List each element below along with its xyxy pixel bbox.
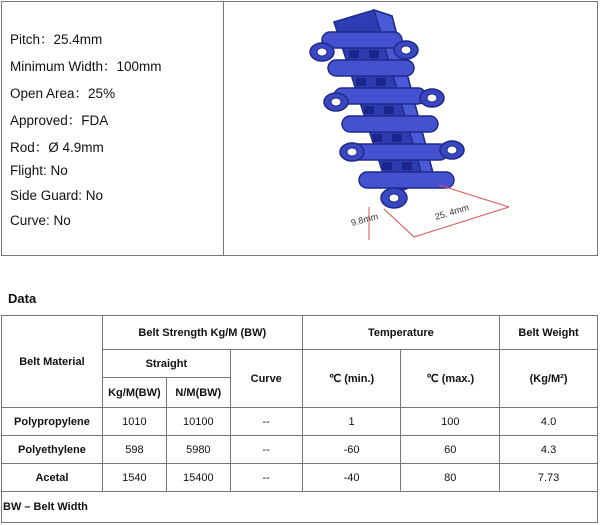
header-temp-min: ℃ (min.) [302,350,401,408]
temp-min-cell: -40 [302,464,401,492]
table-row [2,436,598,464]
kgm-cell: 1540 [102,464,166,492]
spec-approved: Approved：FDA [10,113,109,128]
dimension-pitch-label: 25. 4mm [433,202,471,222]
temp-min-cell: -60 [302,436,401,464]
header-nm: N/M(BW) [166,378,230,408]
header-kgm: Kg/M(BW) [102,378,166,408]
header-straight: Straight [102,350,230,378]
header-belt-strength: Belt Strength Kg/M (BW) [102,316,302,350]
header-belt-material: Belt Material [2,316,103,408]
curve-cell: -- [230,464,302,492]
note-row [1,492,598,523]
nm-cell: 15400 [166,464,230,492]
temp-min-cell: 1 [302,408,401,436]
nm-cell: 5980 [166,436,230,464]
spec-pitch: Pitch：25.4mm [10,32,103,47]
header-temp-max: ℃ (max.) [401,350,500,408]
weight-cell: 4.3 [500,436,598,464]
weight-cell: 7.73 [500,464,598,492]
temp-max-cell: 60 [401,436,500,464]
weight-cell: 4.0 [500,408,598,436]
dimension-height-label: 9.8mm [349,211,380,228]
spec-open-area: Open Area：25% [10,86,116,101]
belt-diagram [224,2,597,255]
spec-flight: Flight: No [10,163,68,178]
spec-rod: Rod：Ø 4.9mm [10,140,104,155]
material-cell: Polyethylene [2,436,103,464]
material-cell: Polypropylene [2,408,103,436]
section-title: Data [8,291,37,306]
spec-curve: Curve: No [10,213,71,228]
spec-side-guard: Side Guard: No [10,188,104,203]
header-temperature: Temperature [302,316,500,350]
header-curve: Curve [230,350,302,408]
temp-max-cell: 80 [401,464,500,492]
footnote: BW – Belt Width [3,501,88,513]
header-belt-weight: Belt Weight [500,316,598,350]
table-row [2,408,598,436]
curve-cell: -- [230,436,302,464]
temp-max-cell: 100 [401,408,500,436]
curve-cell: -- [230,408,302,436]
spec-min-width: Minimum Width：100mm [10,59,162,74]
kgm-cell: 598 [102,436,166,464]
table-row [2,464,598,492]
spec-list [2,2,224,255]
material-cell: Acetal [2,464,103,492]
data-table [1,315,598,492]
kgm-cell: 1010 [102,408,166,436]
spec-panel [1,1,598,256]
header-weight-unit: (Kg/M²) [500,350,598,408]
nm-cell: 10100 [166,408,230,436]
belt-module-illustration [224,2,597,255]
